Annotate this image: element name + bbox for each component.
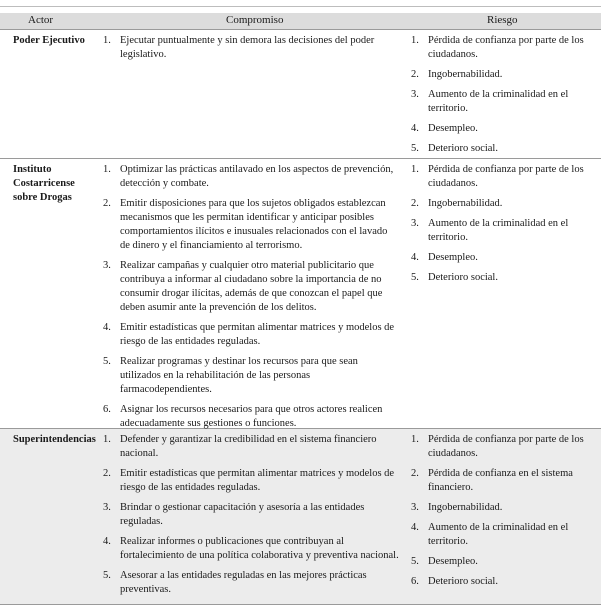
item-text: Realizar campañas y cualquier otro material publicitario que contribuya a informar al ciudadano sobre la importancia de no consumir drogar ilícitas, además de que conozcan el papel que deben asumir ante la prevención de los delitos. (120, 260, 383, 313)
item-number: 6. (103, 404, 111, 415)
item-text: Ingobernabilidad. (428, 502, 503, 513)
compromiso-list (103, 433, 399, 597)
list-item (103, 197, 399, 253)
item-text: Aumento de la criminalidad en el territorio. (428, 522, 569, 547)
list-item (103, 569, 399, 597)
item-text: Emitir estadísticas que permitan alimentar matrices y modelos de riesgo de las entidades reguladas. (120, 322, 395, 347)
list-item (411, 68, 597, 82)
item-number: 3. (411, 502, 419, 513)
item-number: 1. (103, 164, 111, 175)
list-item (411, 251, 597, 265)
item-text: Defender y garantizar la credibilidad en el sistema financiero nacional. (120, 434, 377, 459)
item-number: 2. (411, 468, 419, 479)
list-item (103, 403, 399, 431)
item-number: 4. (103, 322, 111, 333)
actor-cell: Poder Ejecutivo (13, 35, 85, 46)
item-number: 3. (103, 502, 111, 513)
item-number: 3. (411, 218, 419, 229)
list-item (411, 575, 597, 589)
row-separator (0, 29, 601, 30)
item-text: Brindar o gestionar capacitación y asesoría a las entidades reguladas. (120, 502, 365, 527)
riesgo-list (411, 34, 597, 156)
item-number: 5. (411, 556, 419, 567)
list-item (411, 217, 597, 245)
item-text: Pérdida de confianza por parte de los ciudadanos. (428, 434, 584, 459)
item-number: 1. (411, 35, 419, 46)
header-actor: Actor (28, 14, 54, 26)
item-number: 5. (411, 143, 419, 154)
item-number: 5. (103, 356, 111, 367)
item-number: 6. (411, 576, 419, 587)
list-item (411, 197, 597, 211)
item-text: Asesorar a las entidades reguladas en las mejores prácticas preventivas. (120, 570, 367, 595)
header-riesgo: Riesgo (487, 14, 518, 26)
item-number: 1. (411, 434, 419, 445)
item-text: Aumento de la criminalidad en el territorio. (428, 89, 569, 114)
list-item (411, 271, 597, 285)
item-text: Optimizar las prácticas antilavado en los aspectos de prevención, detección y combate. (120, 164, 394, 189)
item-text: Ejecutar puntualmente y sin demora las decisiones del poder legislativo. (120, 35, 375, 60)
list-item (411, 34, 597, 62)
item-number: 4. (411, 522, 419, 533)
table-header (0, 13, 601, 29)
item-number: 4. (411, 123, 419, 134)
item-number: 2. (411, 69, 419, 80)
item-text: Realizar programas y destinar los recursos para que sean utilizados en la rehabilitación de las personas farmacodependientes. (120, 356, 358, 395)
item-number: 1. (103, 35, 111, 46)
list-item (411, 501, 597, 515)
item-text: Pérdida de confianza en el sistema financiero. (428, 468, 573, 493)
item-number: 4. (411, 252, 419, 263)
item-number: 2. (103, 468, 111, 479)
item-text: Asignar los recursos necesarios para que otros actores realicen adecuadamente sus gestiones o funciones. (120, 404, 383, 429)
item-text: Desempleo. (428, 252, 478, 263)
item-text: Desempleo. (428, 123, 478, 134)
header-compromiso: Compromiso (226, 14, 284, 26)
item-number: 3. (103, 260, 111, 271)
item-number: 3. (411, 89, 419, 100)
item-text: Pérdida de confianza por parte de los ciudadanos. (428, 164, 584, 189)
list-item (103, 34, 399, 62)
item-text: Deterioro social. (428, 143, 498, 154)
list-item (103, 467, 399, 495)
list-item (411, 521, 597, 549)
item-number: 4. (103, 536, 111, 547)
list-item (103, 163, 399, 191)
list-item (411, 163, 597, 191)
list-item (103, 355, 399, 397)
list-item (411, 433, 597, 461)
list-item (411, 555, 597, 569)
list-item (103, 321, 399, 349)
item-text: Deterioro social. (428, 576, 498, 587)
item-text: Deterioro social. (428, 272, 498, 283)
item-text: Realizar informes o publicaciones que contribuyan al fortalecimiento de una política colaborativa y preventiva nacional. (120, 536, 399, 561)
item-number: 5. (103, 570, 111, 581)
actor-cell: Superintendencias (13, 434, 96, 445)
item-text: Emitir estadísticas que permitan alimentar matrices y modelos de riesgo de las entidades reguladas. (120, 468, 395, 493)
list-item (103, 535, 399, 563)
item-text: Desempleo. (428, 556, 478, 567)
riesgo-list (411, 433, 597, 589)
item-number: 2. (411, 198, 419, 209)
row-separator (0, 158, 601, 159)
list-item (411, 88, 597, 116)
list-item (411, 142, 597, 156)
list-item (103, 259, 399, 315)
list-item (103, 501, 399, 529)
list-item (411, 122, 597, 136)
top-rule (0, 6, 601, 7)
riesgo-list (411, 163, 597, 285)
item-number: 1. (103, 434, 111, 445)
compromiso-list (103, 163, 399, 431)
item-text: Aumento de la criminalidad en el territorio. (428, 218, 569, 243)
item-text: Ingobernabilidad. (428, 69, 503, 80)
actor-cell: Instituto Costarricense sobre Drogas (13, 164, 75, 203)
item-text: Emitir disposiciones para que los sujetos obligados establezcan mecanismos que les permitan identificar y anticipar posibles comportamientos ilícitos e inusuales relacionados con el lavado de dinero y el financiamiento al terrorismo. (120, 198, 388, 251)
item-number: 1. (411, 164, 419, 175)
item-number: 5. (411, 272, 419, 283)
item-text: Ingobernabilidad. (428, 198, 503, 209)
item-text: Pérdida de confianza por parte de los ciudadanos. (428, 35, 584, 60)
compromiso-list (103, 34, 399, 62)
list-item (103, 433, 399, 461)
item-number: 2. (103, 198, 111, 209)
list-item (411, 467, 597, 495)
